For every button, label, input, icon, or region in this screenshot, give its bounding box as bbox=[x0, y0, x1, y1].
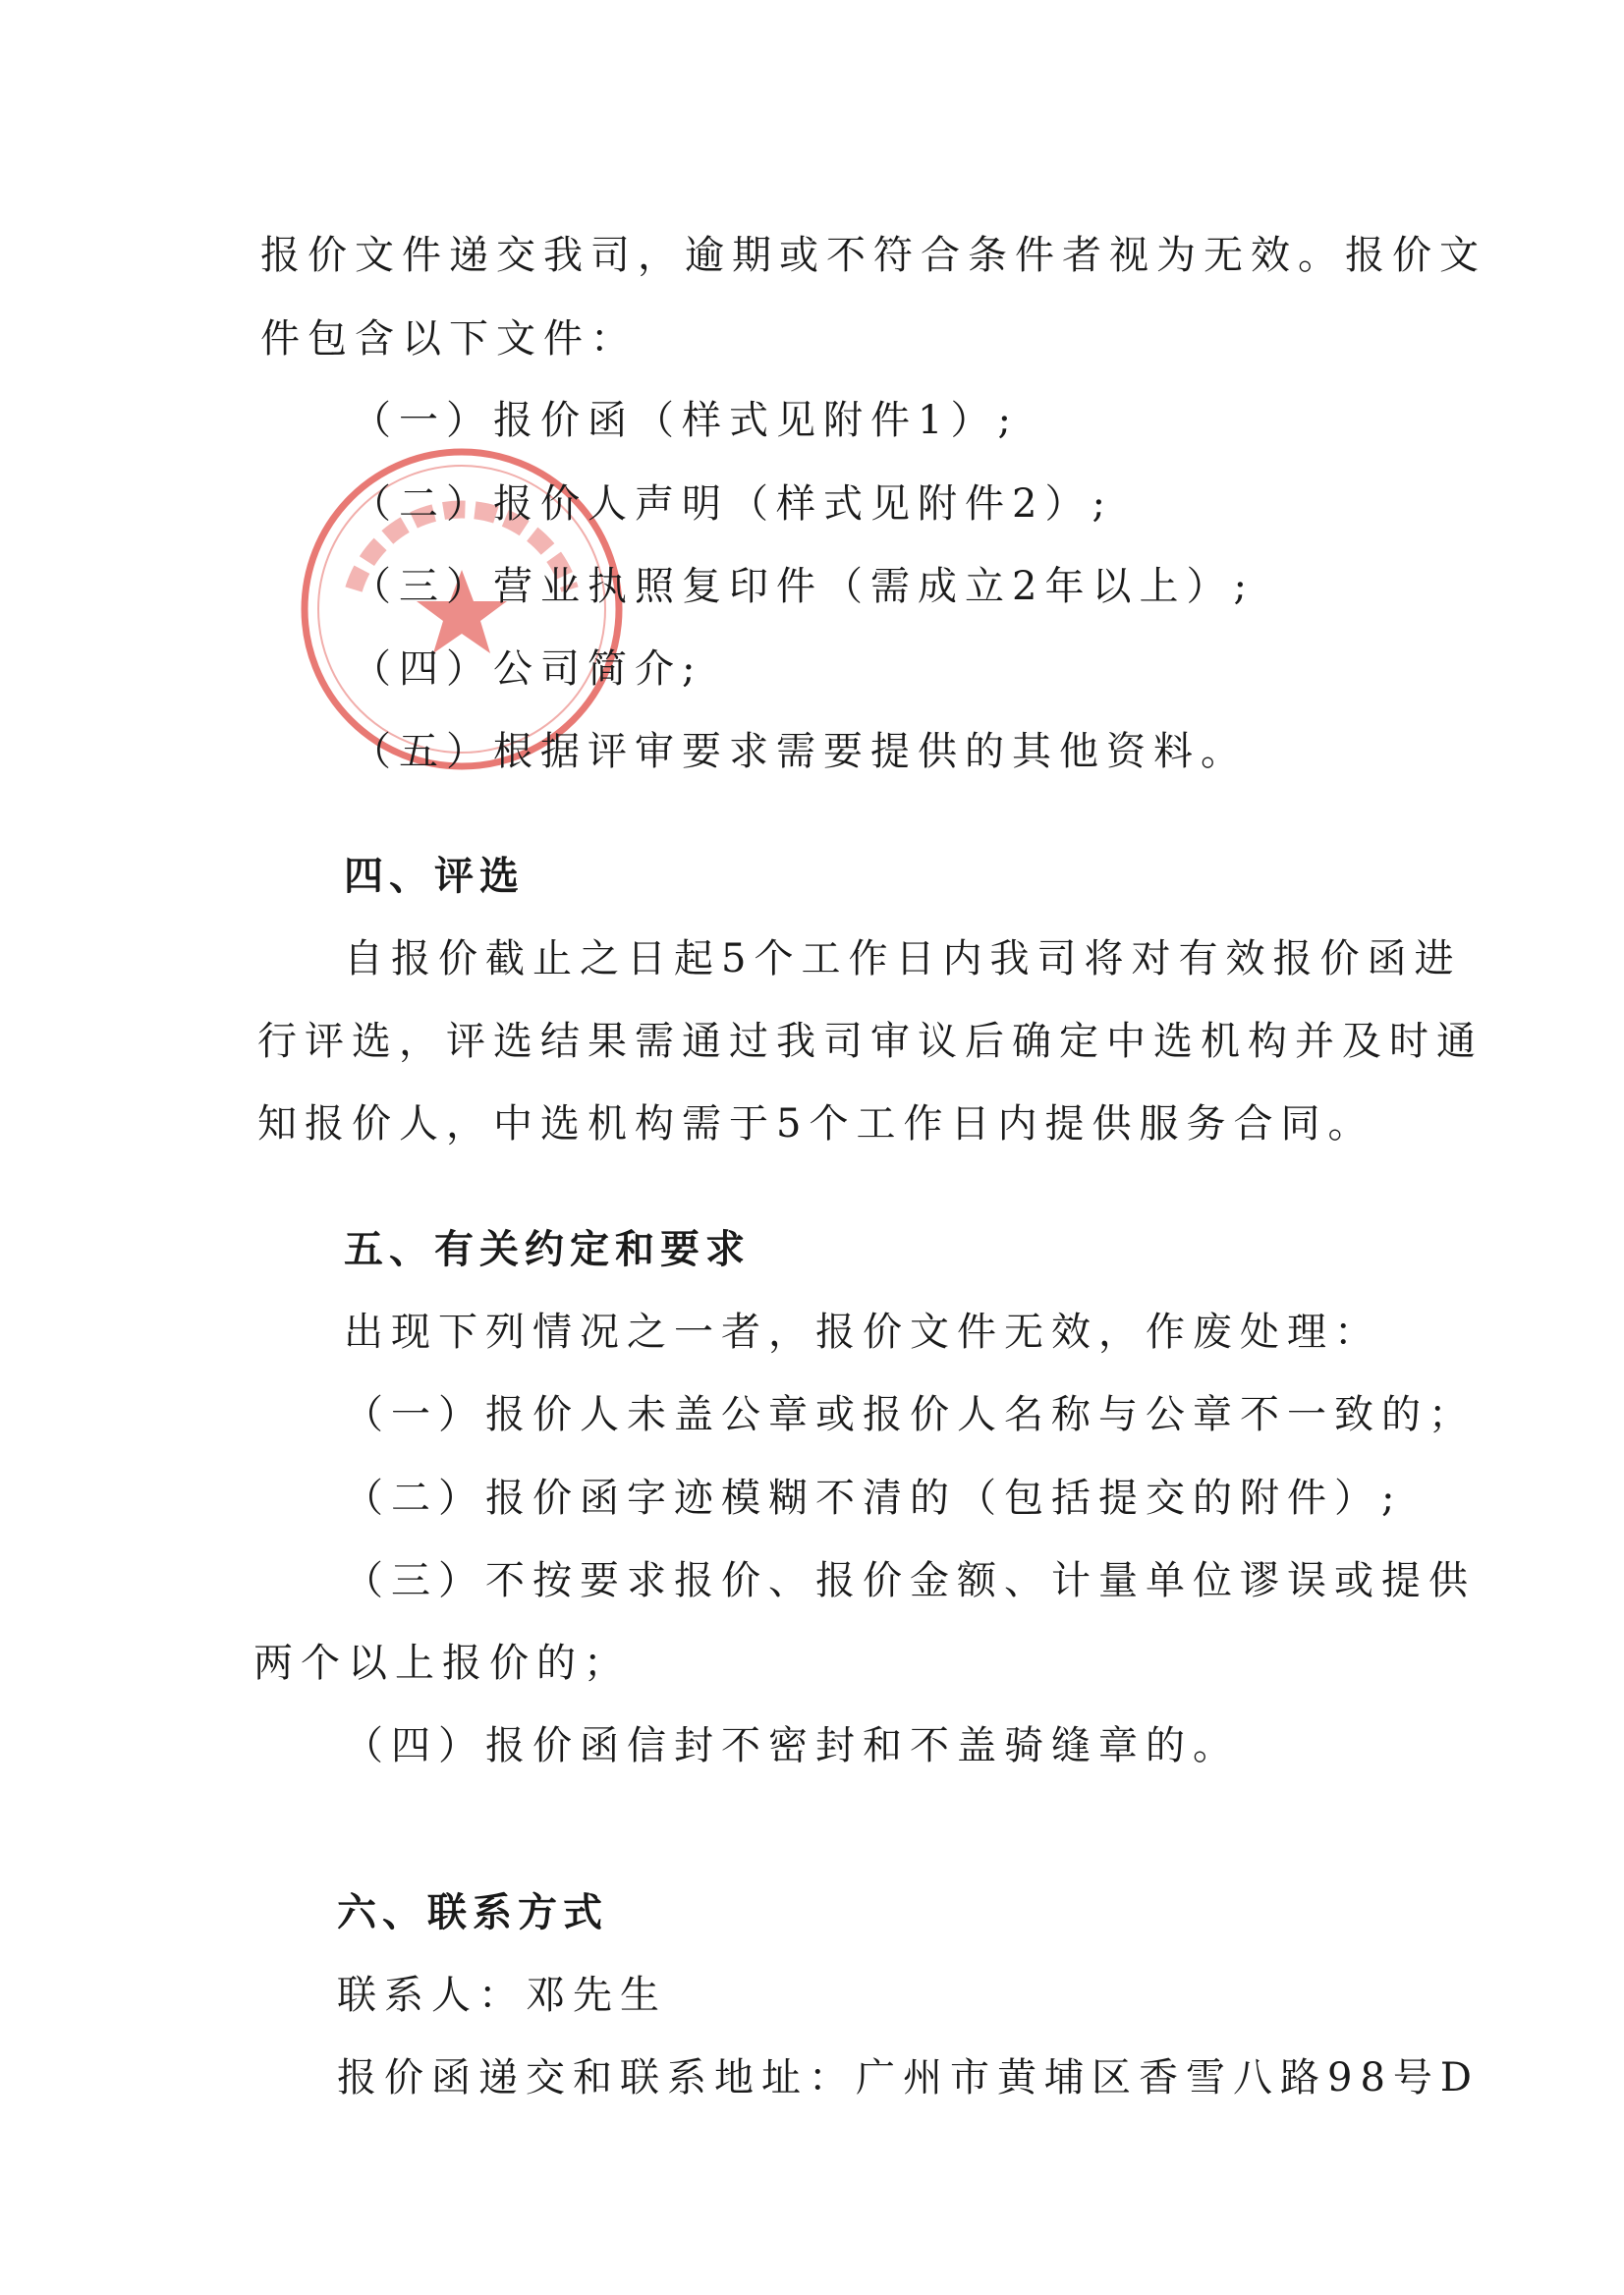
intro-line-2: 件包含以下文件： bbox=[260, 316, 638, 362]
section-5-item-2: （二）报价函字迹模糊不清的（包括提交的附件）; bbox=[344, 1476, 1403, 1521]
doc-item-5: （五）根据评审要求需要提供的其他资料。 bbox=[352, 729, 1248, 774]
contact-address: 报价函递交和联系地址：广州市黄埔区香雪八路98号D bbox=[337, 2055, 1480, 2100]
doc-item-4: （四）公司简介; bbox=[352, 646, 703, 692]
section-5-item-3: （三）不按要求报价、报价金额、计量单位谬误或提供 bbox=[344, 1558, 1476, 1603]
doc-item-2: （二）报价人声明（样式见附件2）; bbox=[352, 481, 1113, 527]
section-4-para-line-1: 自报价截止之日起5个工作日内我司将对有效报价函进 bbox=[344, 936, 1462, 981]
doc-item-1: （一）报价函（样式见附件1）; bbox=[352, 398, 1019, 443]
doc-item-3: （三）营业执照复印件（需成立2年以上）; bbox=[352, 564, 1255, 609]
section-4-para-line-3: 知报价人，中选机构需于5个工作日内提供服务合同。 bbox=[257, 1101, 1375, 1147]
section-5-item-3-cont: 两个以上报价的； bbox=[253, 1641, 631, 1686]
contact-person: 联系人：邓先生 bbox=[337, 1973, 667, 2018]
section-5-item-4: （四）报价函信封不密封和不盖骑缝章的。 bbox=[344, 1723, 1240, 1768]
intro-line-1: 报价文件递交我司，逾期或不符合条件者视为无效。报价文 bbox=[260, 233, 1486, 278]
section-5-heading: 五、有关约定和要求 bbox=[344, 1227, 751, 1272]
section-5-item-1: （一）报价人未盖公章或报价人名称与公章不一致的； bbox=[344, 1392, 1476, 1437]
section-5-intro: 出现下列情况之一者，报价文件无效，作废处理： bbox=[344, 1310, 1381, 1355]
section-6-heading: 六、联系方式 bbox=[337, 1890, 608, 1935]
section-4-heading: 四、评选 bbox=[344, 854, 525, 899]
section-4-para-line-2: 行评选，评选结果需通过我司审议后确定中选机构并及时通 bbox=[257, 1019, 1484, 1064]
